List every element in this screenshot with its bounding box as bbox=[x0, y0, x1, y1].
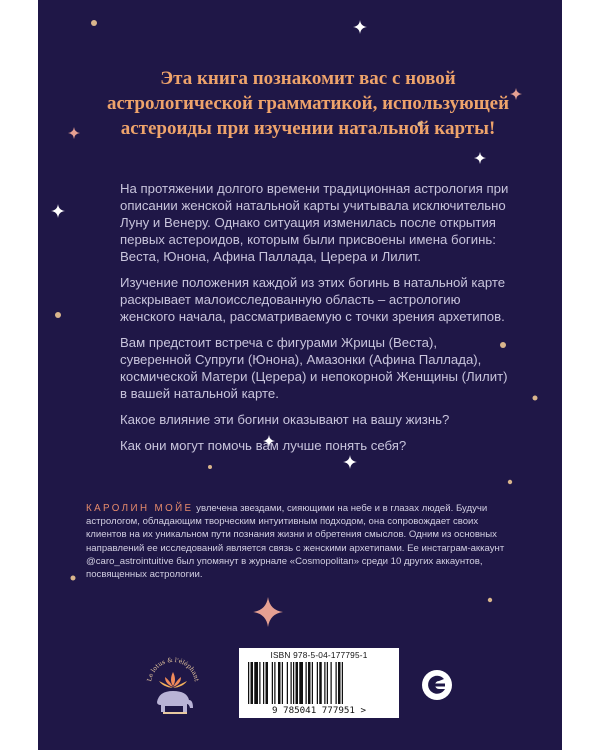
barcode-bar bbox=[291, 662, 292, 704]
barcode-bar bbox=[342, 662, 343, 704]
paragraph: Вам предстоит встреча с фигурами Жрицы (Веста), суверенной Супруги (Юнона), Амазонки (Афина Паллада), космической Матери (Церера) и непокорной Женщины (Лилит) в вашей натальной карте. bbox=[120, 335, 508, 401]
barcode-digits: 9 785041 777951 > bbox=[271, 705, 367, 716]
barcode-bar bbox=[338, 662, 341, 704]
dot-icon bbox=[488, 598, 492, 602]
sparkle-icon bbox=[474, 152, 486, 164]
pink-sparkle-icon bbox=[253, 597, 283, 627]
headline: Эта книга познакомит вас с новой астрологической грамматикой, использующей астероиды при изучении натальной карты! bbox=[106, 68, 510, 139]
barcode-bar bbox=[312, 662, 313, 704]
barcode-bar bbox=[278, 662, 281, 704]
barcode-bar bbox=[263, 662, 264, 704]
lotus-icon bbox=[159, 672, 187, 688]
barcode-block bbox=[239, 648, 399, 718]
barcode-bar bbox=[259, 662, 260, 704]
barcode-bar bbox=[251, 662, 254, 704]
dot-icon bbox=[91, 20, 97, 26]
barcode-bar bbox=[324, 662, 325, 704]
barcode-bar bbox=[327, 662, 328, 704]
barcode-bar bbox=[296, 662, 299, 704]
barcode-bar bbox=[254, 662, 258, 704]
barcode-bar bbox=[266, 662, 269, 704]
barcode-bar bbox=[287, 662, 288, 704]
barcode-bar bbox=[274, 662, 275, 704]
lotus-elephant-logo bbox=[143, 650, 203, 726]
sparkle-icon bbox=[51, 204, 65, 218]
description bbox=[120, 180, 510, 463]
dot-icon bbox=[533, 396, 538, 401]
barcode-bar bbox=[248, 662, 249, 704]
author-name: КАРОЛИН МОЙЕ bbox=[86, 503, 194, 514]
barcode-bar bbox=[282, 662, 283, 704]
isbn-label: ISBN 978-5-04-177795-1 bbox=[270, 650, 368, 660]
paragraph: Как они могут помочь вам лучше понять себя? bbox=[120, 438, 407, 453]
logo-text: Le lotus & l'éléphant bbox=[146, 656, 200, 683]
back-cover bbox=[38, 0, 562, 750]
sparkle-icon bbox=[353, 20, 367, 34]
paragraph: Какое влияние эти богини оказывают на вашу жизнь? bbox=[120, 412, 450, 427]
dot-icon bbox=[508, 480, 512, 484]
bio-text: увлечена звездами, сияющими на небе и в глазах людей. Будучи астрологом, обладающим творческим интуитивным подходом, она сопровождает своих клиентов на их уникальном пути познания жизни и обретения смыслов. Одним из основных направлений ее исследований является связь с женскими архетипами. Ее инстаграм-аккаунт @caro_astrointuitive был упомянут в журнале «Cosmopolitan» среди 10 других аккаунтов, посвященных астрологии. bbox=[86, 503, 505, 581]
dot-icon bbox=[208, 465, 212, 469]
barcode-bar bbox=[317, 662, 318, 704]
dot-icon bbox=[55, 312, 61, 318]
publisher-logo bbox=[420, 668, 454, 702]
author-bio bbox=[86, 502, 516, 581]
paragraph: На протяжении долгого времени традиционная астрология при описании женской натальной карты учитывала исключительно Луну и Венеру. Однако ситуация изменилась после открытия первых астероидов, которым были присвоены имена богинь: Веста, Юнона, Афина Паллада, Церера и Лилит. bbox=[120, 181, 509, 264]
dot-icon bbox=[71, 576, 76, 581]
barcode-bar bbox=[272, 662, 273, 704]
barcode-bars bbox=[248, 662, 390, 704]
barcode-bar bbox=[336, 662, 337, 704]
barcode-bar bbox=[306, 662, 307, 704]
paragraph: Изучение положения каждой из этих богинь в натальной карте раскрывает малоисследованную область – астрологию женского начала, рассматриваемую с точки зрения архетипов. bbox=[120, 275, 506, 324]
elephant-icon bbox=[157, 691, 193, 712]
barcode-bar bbox=[299, 662, 303, 704]
barcode-bar bbox=[319, 662, 322, 704]
barcode-bar bbox=[293, 662, 294, 704]
barcode-bar bbox=[331, 662, 332, 704]
barcode-bar bbox=[308, 662, 311, 704]
pink-sparkle-icon bbox=[68, 127, 80, 139]
